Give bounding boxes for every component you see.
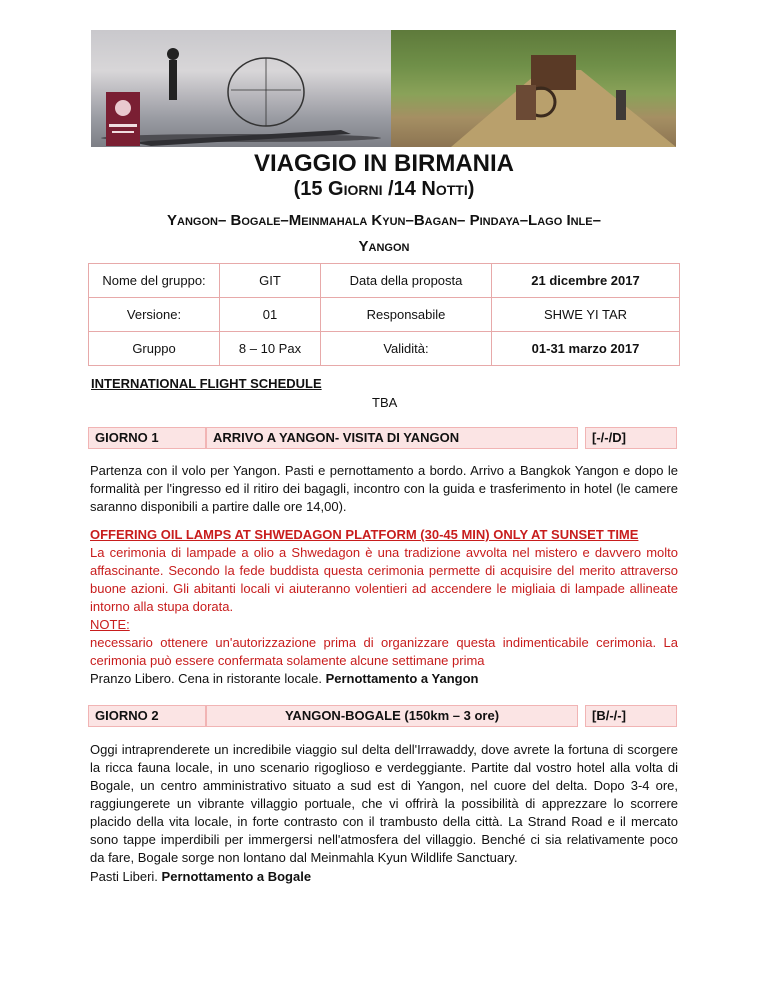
- page-title: VIAGGIO IN BIRMANIA: [253, 150, 514, 177]
- day1-offer: [90, 526, 678, 670]
- closing-text: Pranzo Libero. Cena in ristorante locale.: [90, 671, 326, 686]
- lake-fisherman-photo: [91, 30, 391, 147]
- table-cell: Gruppo: [89, 332, 220, 366]
- table-cell: 01-31 marzo 2017: [492, 332, 680, 366]
- offer-heading: OFFERING OIL LAMPS AT SHWEDAGON PLATFORM (30-45 MIN) ONLY AT SUNSET TIME: [90, 527, 639, 542]
- table-cell: 01: [220, 298, 321, 332]
- day2-description: Oggi intraprenderete un incredibile viaggio sul delta dell'Irrawaddy, dove avrete la fortuna di scorgere la ricca fauna locale, in uno scenario rigoglioso e verdeggiante. Partite dal vostro hotel alla volta di Bogale, un centro amministrativo situato a sud est di Yangon, nel cuore del delta. Dopo 3-4 ore, raggiungerete un vibrante villaggio portuale, che vi offrirà la possibilità di apprezzare lo scorrere placido della vita locale, in forte contrasto con il trambusto della città. La Strand Road e il mercato sono tappe imperdibili per immergersi nell'atmosfera del villaggio. Benché ci sia relativamente poco da fare, Bogale sorge non lontano dal Meinmahla Kyun Wildlife Sanctuary.: [90, 742, 678, 865]
- day1-description: Partenza con il volo per Yangon. Pasti e pernottamento a bordo. Arrivo a Bangkok Yangon e dopo le formalità per l'ingresso ed il ritiro dei bagagli, incontro con la guida e trasferimento in hotel (le camere saranno disponibili a partire dalle ore 14,00).: [90, 463, 678, 514]
- flight-schedule-value: TBA: [372, 395, 398, 410]
- route-line-2: Yangon: [358, 238, 410, 255]
- note-label: NOTE:: [90, 617, 130, 632]
- table-cell: 21 dicembre 2017: [492, 264, 680, 298]
- overnight-location: Pernottamento a Bogale: [161, 869, 312, 884]
- info-table: [88, 263, 680, 366]
- day-title: YANGON-BOGALE (150km – 3 ore): [206, 705, 578, 727]
- day-meals: [B/-/-]: [585, 705, 677, 727]
- table-row: [89, 298, 680, 332]
- logo-badge: [106, 92, 140, 146]
- flight-schedule-heading: INTERNATIONAL FLIGHT SCHEDULE: [91, 376, 322, 391]
- header-banner: [91, 30, 676, 147]
- table-cell: SHWE YI TAR: [492, 298, 680, 332]
- table-cell: Nome del gruppo:: [89, 264, 220, 298]
- route-title: [60, 208, 708, 260]
- table-cell: Data della proposta: [321, 264, 492, 298]
- overnight-location: Pernottamento a Yangon: [325, 671, 479, 686]
- day-label: GIORNO 2: [88, 705, 206, 727]
- table-cell: Validità:: [321, 332, 492, 366]
- duration-subtitle: (15 Giorni /14 Notti): [293, 178, 475, 200]
- closing-text: Pasti Liberi.: [90, 869, 162, 884]
- offer-text: La cerimonia di lampade a olio a Shwedagon è una tradizione avvolta nel mistero e davvero molto affascinante. Secondo la fede buddista questa cerimonia permette di acquisire del merito attraverso buone azioni. Gli abitanti locali vi aiuteranno volentieri ad accendere le migliaia di lampade allineate intorno alla stupa dorata.: [90, 545, 678, 614]
- day-label: GIORNO 1: [88, 427, 206, 449]
- day-meals: [-/-/D]: [585, 427, 677, 449]
- table-cell: 8 – 10 Pax: [220, 332, 321, 366]
- day1-closing: [90, 670, 678, 688]
- day-header: [88, 705, 677, 727]
- table-row: [89, 264, 680, 298]
- day2-closing: [90, 868, 678, 886]
- table-cell: Versione:: [89, 298, 220, 332]
- table-cell: GIT: [220, 264, 321, 298]
- day-title: ARRIVO A YANGON- VISITA DI YANGON: [206, 427, 578, 449]
- note-text: necessario ottenere un'autorizzazione prima di organizzare questa indimenticabile cerimonia. La cerimonia può essere confermata solamente alcune settimane prima: [90, 635, 678, 668]
- route-line-1: Yangon– Bogale–Meinmahala Kyun–Bagan– Pindaya–Lago Inle–: [167, 212, 601, 229]
- table-cell: Responsabile: [321, 298, 492, 332]
- cart-silhouette: [391, 30, 676, 147]
- table-row: [89, 332, 680, 366]
- oxcart-road-photo: [391, 30, 676, 147]
- day-header: [88, 427, 677, 449]
